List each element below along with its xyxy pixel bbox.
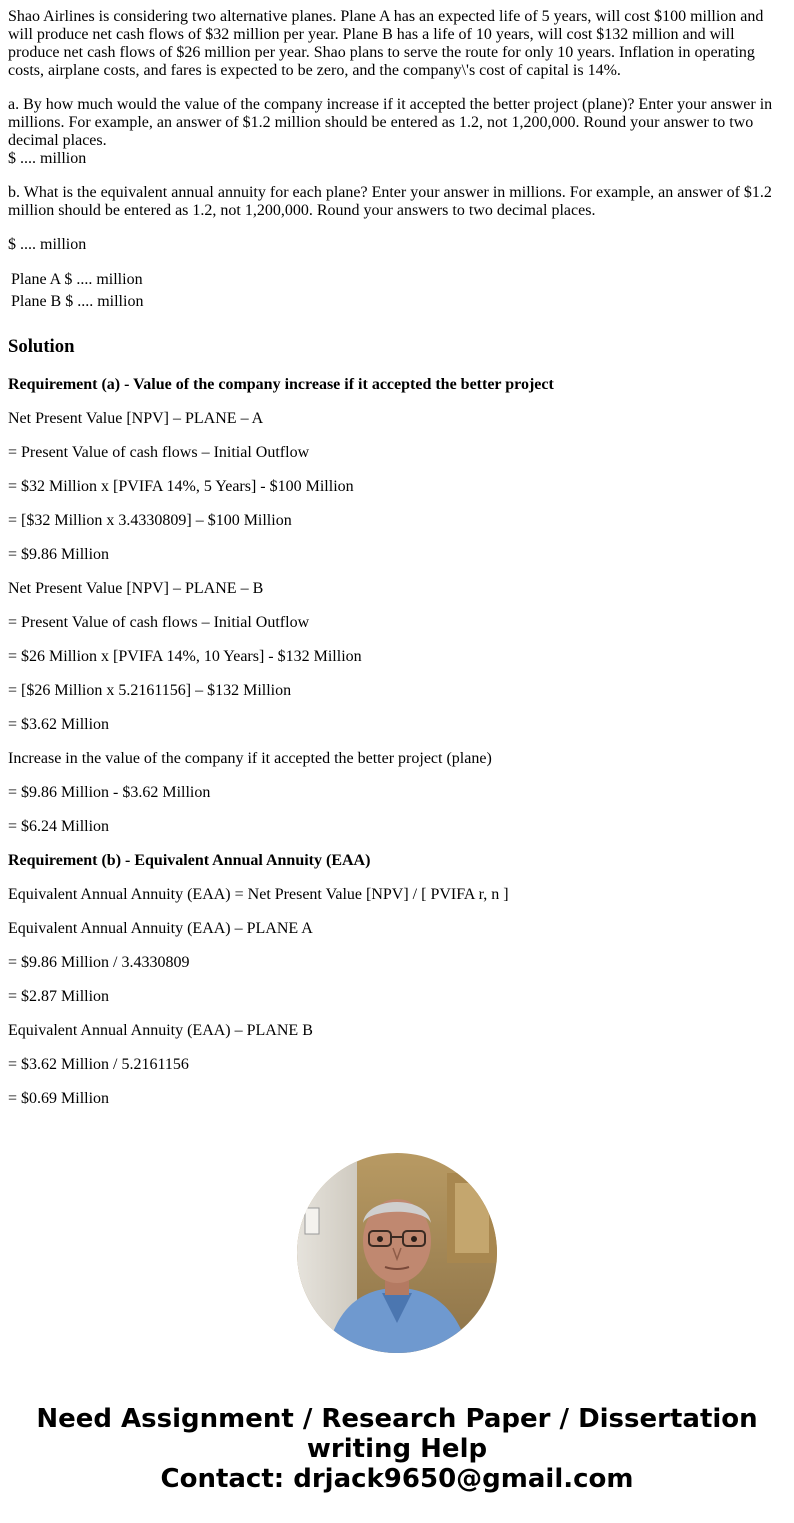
footer-contact: [0, 1404, 794, 1494]
table-row: [10, 292, 144, 312]
solution-line: = Present Value of cash flows – Initial Outflow: [8, 444, 310, 461]
solution-line: = $26 Million x [PVIFA 14%, 10 Years] - $132 Million: [8, 648, 362, 665]
document-body: [8, 8, 786, 1124]
solution-line: = $6.24 Million: [8, 818, 110, 835]
requirement-b-heading: Requirement (b) - Equivalent Annual Annuity (EAA): [8, 852, 371, 869]
intro-paragraph: Shao Airlines is considering two alternative planes. Plane A has an expected life of 5 years, will cost $100 million and will produce net cash flows of $32 million per year. Plane B has a life of 10 years, will cost $132 million and will produce net cash flows of $26 million per year. Shao plans to serve the route for only 10 years. Inflation in operating costs, airplane costs, and fares is expected to be zero, and the company\'s cost of capital is 14%.: [8, 8, 764, 79]
plane-a-answer: Plane A $ .... million: [11, 271, 143, 288]
solution-heading: Solution: [8, 336, 75, 357]
question-b-answer: $ .... million: [8, 236, 87, 253]
plane-b-answer: Plane B $ .... million: [11, 293, 144, 310]
solution-line: = Present Value of cash flows – Initial Outflow: [8, 614, 310, 631]
solution-line: Equivalent Annual Annuity (EAA) – PLANE B: [8, 1022, 313, 1039]
table-row: [10, 270, 144, 290]
plane-answer-table: [8, 268, 146, 314]
footer-contact-email: Contact: drjack9650@gmail.com: [160, 1464, 634, 1494]
solution-line: = [$26 Million x 5.2161156] – $132 Million: [8, 682, 292, 699]
solution-line: Net Present Value [NPV] – PLANE – A: [8, 410, 264, 427]
question-b-text: b. What is the equivalent annual annuity for each plane? Enter your answer in millions. For example, an answer of $1.2 million should be entered as 1.2, not 1,200,000. Round your answers to two decimal places.: [8, 184, 772, 219]
solution-line: = $32 Million x [PVIFA 14%, 5 Years] - $100 Million: [8, 478, 354, 495]
solution-line: = $3.62 Million: [8, 716, 110, 733]
requirement-a-heading: Requirement (a) - Value of the company increase if it accepted the better project: [8, 376, 554, 393]
author-avatar: [297, 1153, 497, 1353]
question-a: [8, 96, 786, 168]
solution-line: Net Present Value [NPV] – PLANE – B: [8, 580, 264, 597]
solution-line: = $9.86 Million: [8, 546, 110, 563]
question-a-text: a. By how much would the value of the company increase if it accepted the better project (plane)? Enter your answer in millions. For example, an answer of $1.2 million should be entered as 1.2, not 1,200,000. Round your answer to two decimal places.: [8, 96, 773, 149]
solution-line: = $9.86 Million - $3.62 Million: [8, 784, 211, 801]
question-a-answer: $ .... million: [8, 150, 87, 167]
solution-line: = $2.87 Million: [8, 988, 110, 1005]
solution-line: Increase in the value of the company if it accepted the better project (plane): [8, 750, 492, 767]
solution-line: = $0.69 Million: [8, 1090, 110, 1107]
solution-line: = $9.86 Million / 3.4330809: [8, 954, 190, 971]
footer-line-2: writing Help: [306, 1434, 488, 1464]
solution-line: Equivalent Annual Annuity (EAA) – PLANE A: [8, 920, 313, 937]
footer-line-1: Need Assignment / Research Paper / Dissertation: [36, 1404, 758, 1434]
solution-line: = $3.62 Million / 5.2161156: [8, 1056, 189, 1073]
author-photo-icon: [297, 1153, 497, 1353]
solution-line: Equivalent Annual Annuity (EAA) = Net Present Value [NPV] / [ PVIFA r, n ]: [8, 886, 509, 903]
solution-line: = [$32 Million x 3.4330809] – $100 Million: [8, 512, 292, 529]
